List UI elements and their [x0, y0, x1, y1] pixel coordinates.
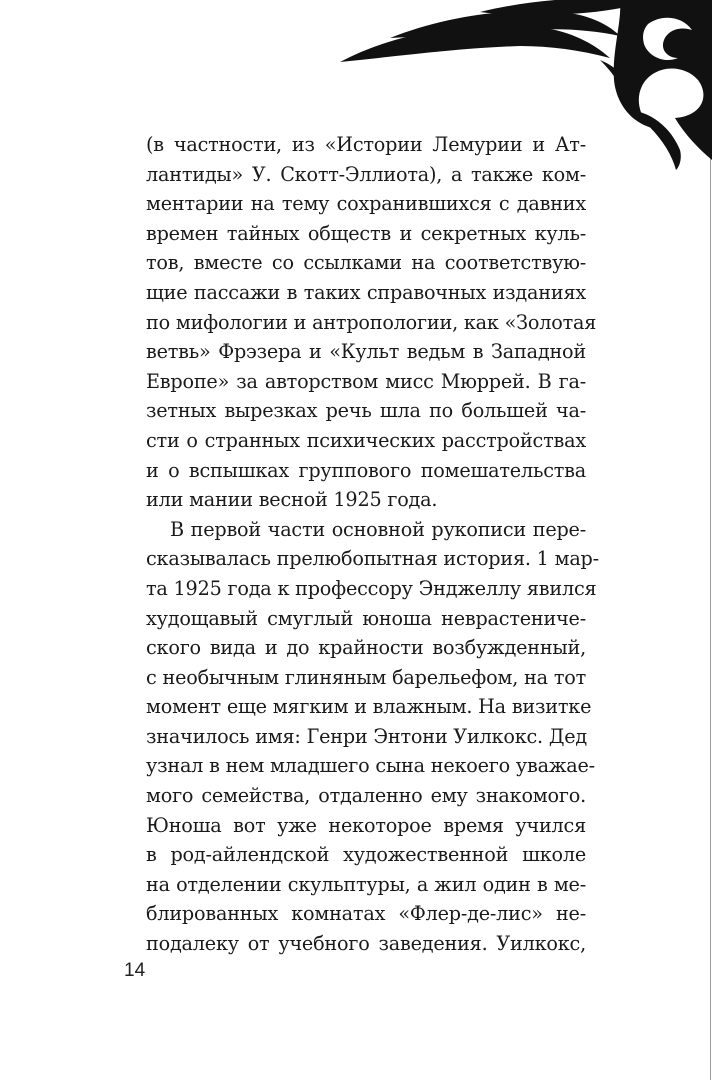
text-line: подалеку от учебного заведения. Уилкокс, — [146, 932, 586, 956]
paragraph-2 — [146, 515, 599, 959]
text-line: В первой части основной рукописи пере- — [170, 517, 586, 541]
text-line: сказывалась прелюбопытная история. 1 мар- — [146, 547, 599, 571]
text-line: момент еще мягким и влажным. На визитке — [146, 695, 592, 719]
text-line: щие пассажи в таких справочных изданиях — [146, 280, 586, 304]
text-line: с необычным глиняным барельефом, на тот — [146, 665, 586, 689]
text-line: в род-айлендской художественной школе — [146, 843, 586, 867]
text-line: ветвь» Фрэзера и «Культ ведьм в Западной — [146, 340, 586, 364]
text-line: ментарии на тему сохранившихся с давних — [146, 192, 586, 216]
text-line: ского вида и до крайности возбужденный, — [146, 636, 586, 660]
text-line: по мифологии и антропологии, как «Золотая — [146, 310, 597, 334]
text-line: лантиды» У. Скотт-Эллиота), а также ком- — [146, 162, 586, 186]
text-line: та 1925 года к профессору Энджеллу явился — [146, 576, 597, 600]
page-number: 14 — [124, 960, 146, 981]
text-line: Европе» за авторством мисс Мюррей. В га- — [146, 369, 586, 393]
text-line: и о вспышках группового помешательства — [146, 458, 586, 482]
text-line: мого семейства, отдаленно ему знакомого. — [146, 784, 586, 808]
text-line: Юноша вот уже некоторое время учился — [146, 813, 586, 837]
text-line: блированных комнатах «Флер-де-лис» не- — [146, 902, 586, 926]
text-line: времен тайных обществ и секретных куль- — [146, 221, 586, 245]
text-line: худощавый смуглый юноша неврастениче- — [146, 606, 586, 630]
text-line: сти о странных психических расстройствах — [146, 428, 586, 452]
text-line: значилось имя: Генри Энтони Уилкокс. Дед — [146, 724, 588, 748]
body-text — [146, 130, 599, 959]
text-line: зетных вырезках речь шла по большей ча- — [146, 399, 586, 423]
text-line: тов, вместе со ссылками на соответствую- — [146, 251, 586, 275]
text-line: или мании весной 1925 года. — [146, 488, 438, 512]
text-line: на отделении скульптуры, а жил один в ме- — [146, 872, 586, 896]
text-line: узнал в нем младшего сына некоего уважае- — [146, 754, 595, 778]
paragraph-1 — [146, 130, 597, 515]
text-line: (в частности, из «Истории Лемурии и Ат- — [146, 133, 586, 156]
